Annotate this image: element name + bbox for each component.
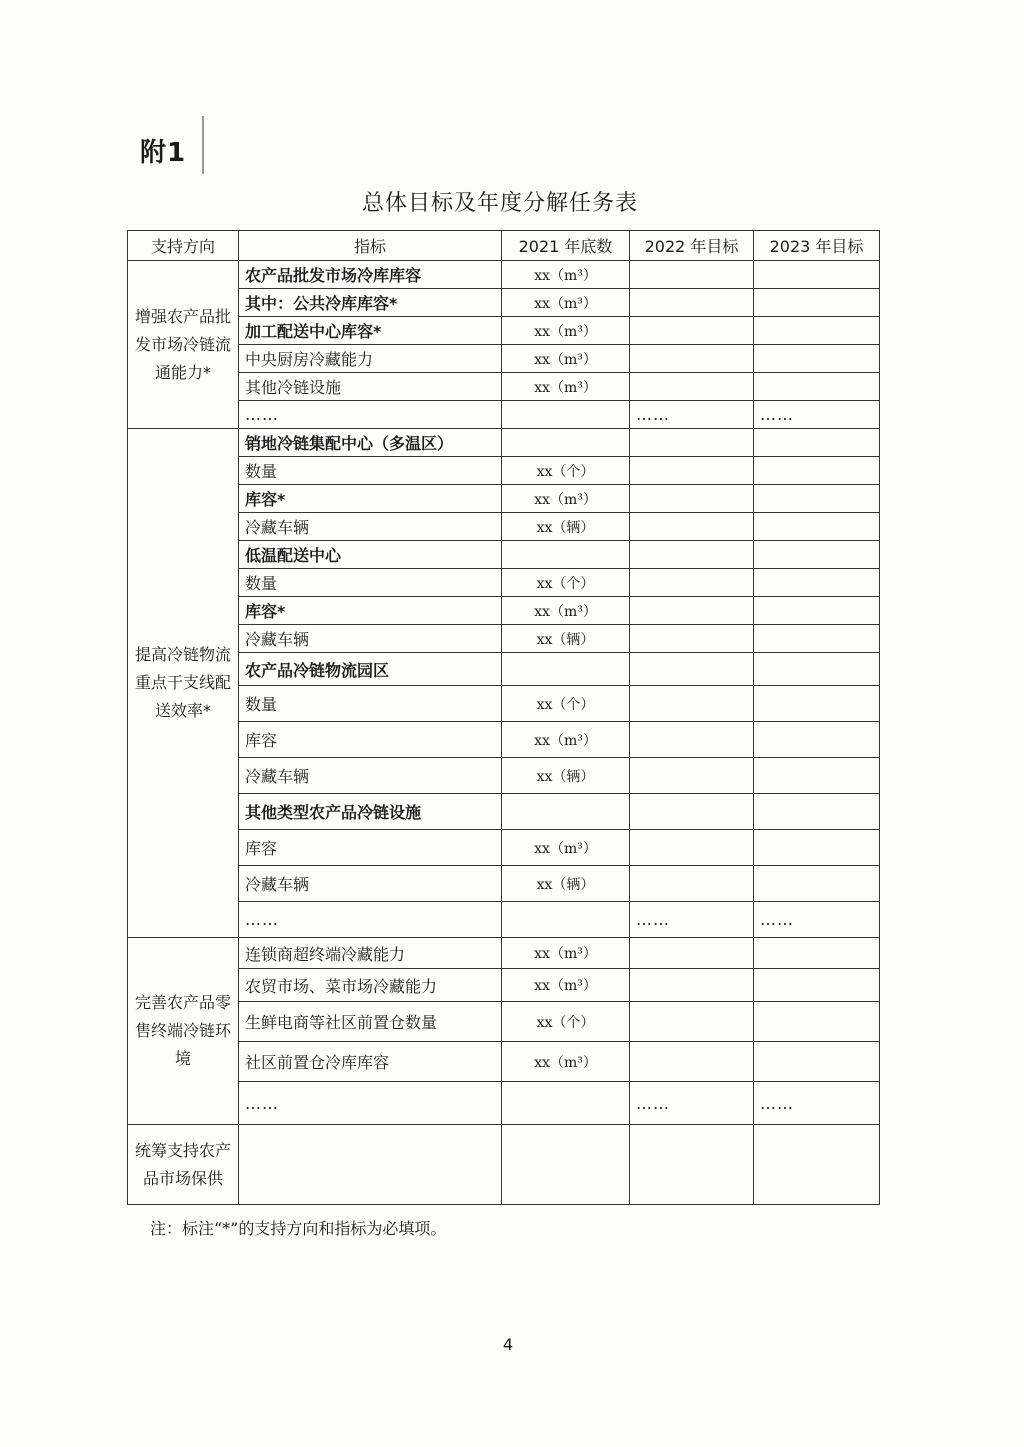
value-2023: [754, 289, 880, 317]
value-2023: [754, 1042, 880, 1082]
table-row: [128, 969, 880, 1002]
value-2023: [754, 969, 880, 1002]
value-2022: [630, 485, 754, 513]
table-row: [128, 541, 880, 569]
value-2022: [630, 513, 754, 541]
margin-mark: [202, 116, 204, 174]
table-row: [128, 794, 880, 830]
table-row: [128, 289, 880, 317]
indicator-cell: 低温配送中心: [239, 541, 502, 569]
indicator-cell: 社区前置仓冷库库容: [239, 1042, 502, 1082]
table-row: [128, 429, 880, 457]
indicator-cell: 冷藏车辆: [239, 866, 502, 902]
value-2023: [754, 686, 880, 722]
value-2021: [502, 794, 630, 830]
table-row: [128, 830, 880, 866]
value-2021: xx（m³）: [502, 969, 630, 1002]
table-row: [128, 317, 880, 345]
value-2022: [630, 653, 754, 686]
value-2021: xx（辆）: [502, 758, 630, 794]
value-2023: [754, 541, 880, 569]
table-row: [128, 1042, 880, 1082]
indicator-cell: 生鲜电商等社区前置仓数量: [239, 1002, 502, 1042]
value-2022: [630, 686, 754, 722]
page-number: 4: [502, 1335, 514, 1354]
value-2021: xx（m³）: [502, 722, 630, 758]
value-2023: [754, 794, 880, 830]
value-2021: xx（m³）: [502, 830, 630, 866]
value-2022: [630, 794, 754, 830]
value-2023: [754, 569, 880, 597]
indicator-cell: ……: [239, 1082, 502, 1125]
value-2022: [630, 345, 754, 373]
value-2023: [754, 722, 880, 758]
value-2023: [754, 758, 880, 794]
value-2023: [754, 625, 880, 653]
value-2022: [630, 866, 754, 902]
value-2023: ……: [754, 902, 880, 938]
annex-label: 附1: [140, 138, 187, 168]
value-2021: xx（个）: [502, 686, 630, 722]
value-2022: [630, 597, 754, 625]
direction-cell: 提高冷链物流重点干支线配送效率*: [128, 429, 239, 938]
value-2022: [630, 1125, 754, 1205]
value-2022: [630, 1002, 754, 1042]
table-row: [128, 1082, 880, 1125]
value-2023: [754, 866, 880, 902]
value-2021: xx（辆）: [502, 513, 630, 541]
indicator-cell: 库容: [239, 722, 502, 758]
value-2023: [754, 345, 880, 373]
value-2021: xx（m³）: [502, 485, 630, 513]
table-row: [128, 625, 880, 653]
table-row: [128, 866, 880, 902]
header-row: [128, 231, 880, 261]
footnote: 注：标注“*”的支持方向和指标为必填项。: [150, 1219, 447, 1238]
value-2022: [630, 429, 754, 457]
table-row: [128, 1002, 880, 1042]
table-row: [128, 261, 880, 289]
target-table: [127, 230, 880, 1205]
value-2022: ……: [630, 1082, 754, 1125]
value-2021: [502, 1082, 630, 1125]
value-2022: [630, 373, 754, 401]
value-2022: [630, 830, 754, 866]
value-2021: xx（m³）: [502, 317, 630, 345]
value-2022: [630, 625, 754, 653]
value-2021: [502, 401, 630, 429]
value-2021: xx（辆）: [502, 866, 630, 902]
table-row: [128, 758, 880, 794]
value-2023: [754, 1125, 880, 1205]
indicator-cell: 农产品批发市场冷库库容: [239, 261, 502, 289]
table-row: [128, 401, 880, 429]
value-2021: xx（个）: [502, 1002, 630, 1042]
value-2021: [502, 541, 630, 569]
value-2023: [754, 457, 880, 485]
indicator-cell: 其他类型农产品冷链设施: [239, 794, 502, 830]
indicator-cell: 数量: [239, 457, 502, 485]
value-2023: [754, 597, 880, 625]
indicator-cell: 其他冷链设施: [239, 373, 502, 401]
table-row: [128, 569, 880, 597]
value-2022: [630, 569, 754, 597]
value-2023: [754, 261, 880, 289]
value-2021: xx（m³）: [502, 373, 630, 401]
table-row: [128, 345, 880, 373]
direction-cell: 完善农产品零售终端冷链环境: [128, 938, 239, 1125]
value-2021: xx（m³）: [502, 597, 630, 625]
value-2023: [754, 485, 880, 513]
indicator-cell: 冷藏车辆: [239, 513, 502, 541]
indicator-cell: 其中：公共冷库库容*: [239, 289, 502, 317]
indicator-cell: 连锁商超终端冷藏能力: [239, 938, 502, 969]
value-2022: [630, 1042, 754, 1082]
value-2022: [630, 938, 754, 969]
value-2021: xx（个）: [502, 457, 630, 485]
value-2021: xx（辆）: [502, 625, 630, 653]
value-2023: [754, 373, 880, 401]
indicator-cell: 农产品冷链物流园区: [239, 653, 502, 686]
indicator-cell: 中央厨房冷藏能力: [239, 345, 502, 373]
value-2022: [630, 541, 754, 569]
value-2021: xx（个）: [502, 569, 630, 597]
table-row: [128, 513, 880, 541]
value-2022: [630, 457, 754, 485]
value-2023: ……: [754, 401, 880, 429]
indicator-cell: ……: [239, 401, 502, 429]
value-2023: [754, 513, 880, 541]
value-2021: xx（m³）: [502, 289, 630, 317]
table-row: [128, 902, 880, 938]
indicator-cell: 数量: [239, 686, 502, 722]
indicator-cell: 库容: [239, 830, 502, 866]
table-row: [128, 457, 880, 485]
value-2022: [630, 969, 754, 1002]
table-row: [128, 597, 880, 625]
indicator-cell: 加工配送中心库容*: [239, 317, 502, 345]
value-2023: [754, 653, 880, 686]
value-2023: [754, 429, 880, 457]
direction-cell: 增强农产品批发市场冷链流通能力*: [128, 261, 239, 429]
indicator-cell: 销地冷链集配中心（多温区）: [239, 429, 502, 457]
indicator-cell: ……: [239, 902, 502, 938]
table-title: 总体目标及年度分解任务表: [361, 191, 638, 216]
value-2022: ……: [630, 902, 754, 938]
indicator-cell: 数量: [239, 569, 502, 597]
value-2023: ……: [754, 1082, 880, 1125]
value-2022: [630, 722, 754, 758]
header-2022: 2022 年目标: [630, 231, 754, 261]
value-2021: xx（m³）: [502, 938, 630, 969]
value-2022: [630, 289, 754, 317]
direction-cell: 统筹支持农产品市场保供: [128, 1125, 239, 1205]
header-2021: 2021 年底数: [502, 231, 630, 261]
table-row: [128, 373, 880, 401]
table-row: [128, 1125, 880, 1205]
value-2021: [502, 429, 630, 457]
value-2021: xx（m³）: [502, 261, 630, 289]
value-2021: [502, 653, 630, 686]
value-2022: ……: [630, 401, 754, 429]
indicator-cell: 库容*: [239, 597, 502, 625]
indicator-cell: 农贸市场、菜市场冷藏能力: [239, 969, 502, 1002]
value-2022: [630, 317, 754, 345]
value-2021: xx（m³）: [502, 1042, 630, 1082]
value-2021: xx（m³）: [502, 345, 630, 373]
header-2023: 2023 年目标: [754, 231, 880, 261]
value-2023: [754, 938, 880, 969]
value-2021: [502, 902, 630, 938]
table-row: [128, 686, 880, 722]
indicator-cell: 冷藏车辆: [239, 758, 502, 794]
table-row: [128, 722, 880, 758]
value-2022: [630, 758, 754, 794]
header-direction: 支持方向: [128, 231, 239, 261]
value-2022: [630, 261, 754, 289]
indicator-cell: [239, 1125, 502, 1205]
value-2021: [502, 1125, 630, 1205]
table-row: [128, 938, 880, 969]
table-row: [128, 485, 880, 513]
indicator-cell: 冷藏车辆: [239, 625, 502, 653]
indicator-cell: 库容*: [239, 485, 502, 513]
table-row: [128, 653, 880, 686]
header-indicator: 指标: [239, 231, 502, 261]
value-2023: [754, 1002, 880, 1042]
value-2023: [754, 317, 880, 345]
value-2023: [754, 830, 880, 866]
